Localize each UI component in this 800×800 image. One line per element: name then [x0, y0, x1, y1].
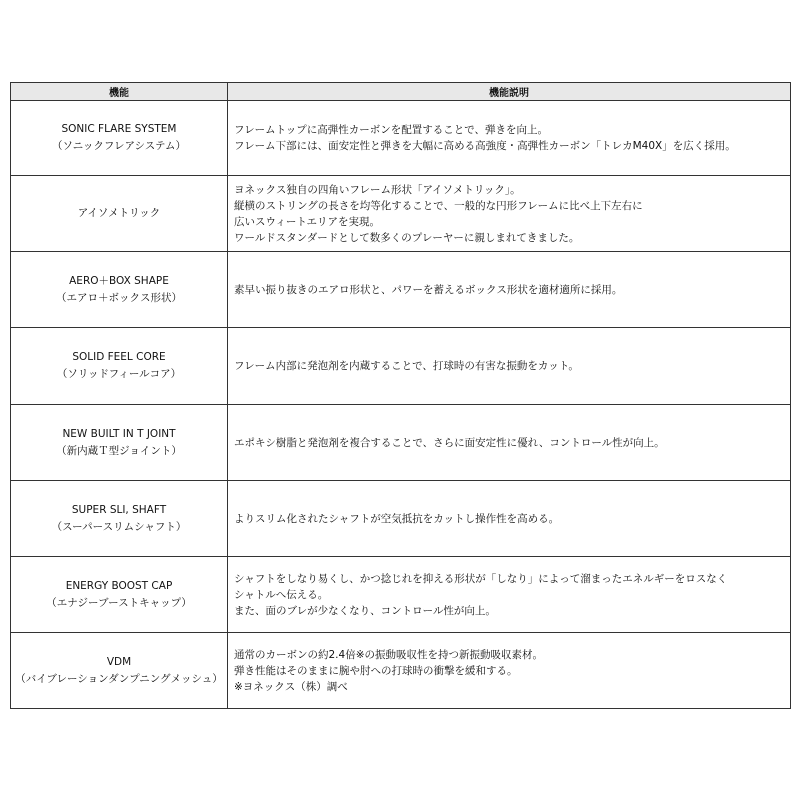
table-row: [11, 328, 791, 405]
feature-name-ja: アイソメトリック: [77, 207, 161, 219]
table-row: [11, 252, 791, 328]
feature-name-cell: [11, 101, 228, 176]
feature-description-cell: [228, 176, 791, 252]
feature-name-ja: （エナジーブーストキャップ）: [46, 596, 192, 609]
description-line: 弾き性能はそのままに腕や肘への打球時の衝撃を緩和する。: [234, 664, 518, 677]
header-row: [11, 83, 791, 101]
feature-name-ja: （ソニックフレアシステム）: [52, 140, 186, 152]
description-line: ※ヨネックス（株）調べ: [234, 680, 348, 693]
feature-name-cell: [11, 405, 228, 481]
feature-name-en: SOLID FEEL CORE: [72, 351, 166, 363]
feature-name-cell: [11, 633, 228, 709]
description-line: フレームトップに高弾性カーボンを配置することで、弾きを向上。: [234, 124, 549, 136]
feature-name-ja: （新内蔵Ｔ型ジョイント）: [56, 444, 182, 457]
feature-name-cell: [11, 481, 228, 557]
description-column-header: 機能説明: [228, 83, 791, 101]
feature-name-ja: （バイブレーションダンプニングメッシュ）: [15, 672, 223, 685]
feature-name-en: ENERGY BOOST CAP: [65, 579, 173, 592]
table-row: [11, 405, 791, 481]
description-line: 広いスウィートエリアを実現。: [234, 215, 380, 228]
feature-description-cell: [228, 328, 791, 405]
feature-name-cell: [11, 252, 228, 328]
table-row: [11, 633, 791, 709]
feature-name-ja: （ソリッドフィールコア）: [56, 368, 182, 380]
feature-name-en: SUPER SLI, SHAFT: [71, 503, 167, 516]
feature-name-ja: （スーパースリムシャフト）: [51, 520, 187, 533]
description-line: シャフトをしなり易くし、かつ捻じれを抑える形状が「しなり」によって溜まったエネルギーをロスなく: [234, 572, 728, 585]
table-row: [11, 176, 791, 252]
feature-name-cell: [11, 176, 228, 252]
description-line: ワールドスタンダードとして数多くのプレーヤーに親しまれてきました。: [234, 231, 580, 244]
table-row: [11, 101, 791, 176]
feature-description-cell: [228, 481, 791, 557]
feature-name-en: VDM: [106, 655, 132, 668]
description-line: 素早い振り抜きのエアロ形状と、パワーを蓄えるボックス形状を適材適所に採用。: [234, 283, 623, 296]
feature-description-cell: [228, 101, 791, 176]
description-line: エポキシ樹脂と発泡剤を複合することで、さらに面安定性に優れ、コントロール性が向上。: [234, 436, 665, 449]
feature-name-cell: [11, 557, 228, 633]
feature-name-en: NEW BUILT IN T JOINT: [62, 427, 176, 440]
feature-description-cell: [228, 252, 791, 328]
feature-column-header: 機能: [11, 83, 228, 101]
feature-description-cell: [228, 557, 791, 633]
description-line: フレーム下部には、面安定性と弾きを大幅に高める高強度・高弾性カーボン「トレカM40X」を広く採用。: [234, 140, 736, 152]
feature-name-en: AERO＋BOX SHAPE: [69, 274, 169, 287]
feature-table: [10, 82, 791, 709]
table-row: [11, 481, 791, 557]
description-line: よりスリム化されたシャフトが空気抵抗をカットし操作性を高める。: [234, 512, 560, 525]
description-line: シャトルへ伝える。: [234, 588, 329, 601]
feature-name-cell: [11, 328, 228, 405]
description-line: フレーム内部に発泡剤を内蔵することで、打球時の有害な振動をカット。: [234, 360, 579, 372]
description-line: また、面のブレが少なくなり、コントロール性が向上。: [234, 604, 496, 617]
description-line: 縦横のストリングの長さを均等化することで、一般的な円形フレームに比べ上下左右に: [234, 199, 643, 212]
feature-name-en: SONIC FLARE SYSTEM: [61, 123, 177, 135]
description-line: 通常のカーボンの約2.4倍※の振動吸収性を持つ新振動吸収素材。: [234, 648, 543, 661]
description-line: ヨネックス独自の四角いフレーム形状「アイソメトリック」。: [234, 183, 521, 196]
feature-name-ja: （エアロ＋ボックス形状）: [56, 291, 182, 304]
feature-description-cell: [228, 633, 791, 709]
table-row: [11, 557, 791, 633]
feature-description-cell: [228, 405, 791, 481]
